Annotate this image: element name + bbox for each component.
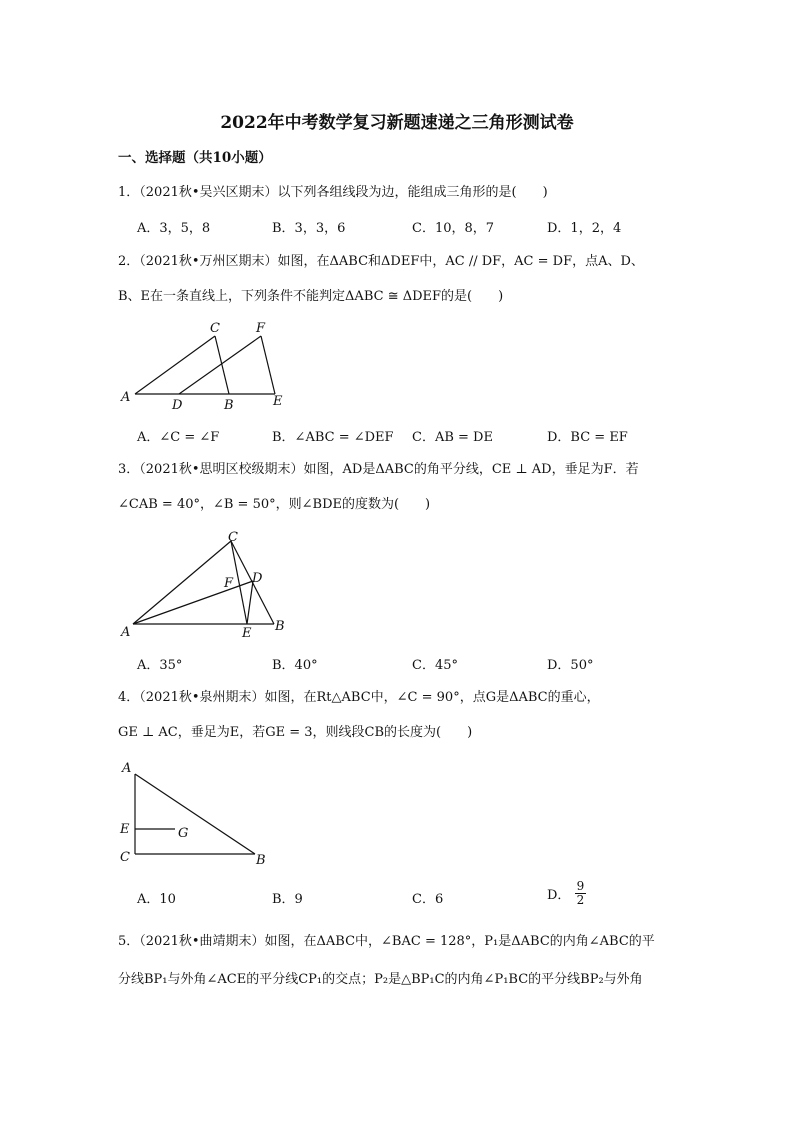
fraction-denominator: 2 <box>576 893 585 907</box>
q4-label-c: C <box>120 850 130 865</box>
q3-stem-line1: 3．（2021秋•思明区校级期末）如图，AD是ΔABC的角平分线，CE ⊥ AD，垂足为F．若 <box>118 462 639 477</box>
q4-option-d <box>547 880 586 907</box>
fraction-numerator: 9 <box>576 879 585 893</box>
q4-label-a: A <box>122 761 132 776</box>
q1-option-a: A．3，5，8 <box>137 221 211 236</box>
q3-label-a: A <box>121 625 131 640</box>
q2-option-c: C．AB = DE <box>412 430 493 445</box>
q2-label-e: E <box>273 394 283 409</box>
q3-option-c: C．45° <box>412 658 458 673</box>
q4-option-d-label: D． <box>547 888 571 903</box>
q5-stem-line2: 分线BP₁与外角∠ACE的平分线CP₁的交点；P₂是△BP₁C的内角∠P₁BC的平分线BP₂与外角 <box>118 972 643 987</box>
q3-option-a: A．35° <box>137 658 183 673</box>
q4-label-g: G <box>178 826 189 841</box>
q2-stem-line1: 2．（2021秋•万州区期末）如图，在ΔABC和ΔDEF中，AC // DF，AC = DF，点A、D、 <box>118 254 644 269</box>
q4-option-d-fraction <box>575 880 587 907</box>
q4-label-e: E <box>120 822 130 837</box>
q4-option-b: B．9 <box>272 892 303 907</box>
q2-label-a: A <box>121 390 131 405</box>
q4-stem-line2: GE ⊥ AC，垂足为E，若GE = 3，则线段CB的长度为( ) <box>118 725 473 740</box>
q2-label-b: B <box>224 398 234 413</box>
q3-label-f: F <box>224 576 234 591</box>
page-title: 2022年中考数学复习新题速递之三角形测试卷 <box>220 113 574 133</box>
section-heading: 一、选择题（共10小题） <box>118 150 272 166</box>
q5-stem-line1: 5．（2021秋•曲靖期末）如图，在ΔABC中，∠BAC = 128°，P₁是ΔABC的内角∠ABC的平 <box>118 934 655 949</box>
q1-stem: 1．（2021秋•吴兴区期末）以下列各组线段为边，能组成三角形的是( ) <box>118 185 548 200</box>
q4-figure <box>115 758 275 873</box>
q2-figure <box>115 318 305 413</box>
q3-figure <box>115 526 295 641</box>
q3-option-b: B．40° <box>272 658 318 673</box>
q1-option-c: C．10，8，7 <box>412 221 495 236</box>
q2-option-a: A．∠C = ∠F <box>137 430 220 445</box>
q2-stem-line2: B、E在一条直线上，下列条件不能判定ΔABC ≅ ΔDEF的是( ) <box>118 289 504 304</box>
q2-label-f: F <box>256 321 266 336</box>
q4-stem-line1: 4．（2021秋•泉州期末）如图，在Rt△ABC中，∠C = 90°，点G是ΔABC的重心， <box>118 690 600 705</box>
q1-option-b: B．3，3，6 <box>272 221 346 236</box>
q4-option-c: C．6 <box>412 892 444 907</box>
q4-label-b: B <box>256 853 266 868</box>
q2-label-c: C <box>210 321 220 336</box>
q3-option-d: D．50° <box>547 658 594 673</box>
q3-label-c: C <box>228 530 238 545</box>
q2-option-b: B．∠ABC = ∠DEF <box>272 430 394 445</box>
q3-stem-line2: ∠CAB = 40°，∠B = 50°，则∠BDE的度数为( ) <box>118 497 431 512</box>
q3-label-b: B <box>275 619 285 634</box>
q2-label-d: D <box>172 398 183 413</box>
q4-option-a: A．10 <box>137 892 176 907</box>
q3-label-e: E <box>242 626 252 641</box>
q3-label-d: D <box>252 571 263 586</box>
q1-option-d: D．1，2，4 <box>547 221 622 236</box>
q2-option-d: D．BC = EF <box>547 430 628 445</box>
